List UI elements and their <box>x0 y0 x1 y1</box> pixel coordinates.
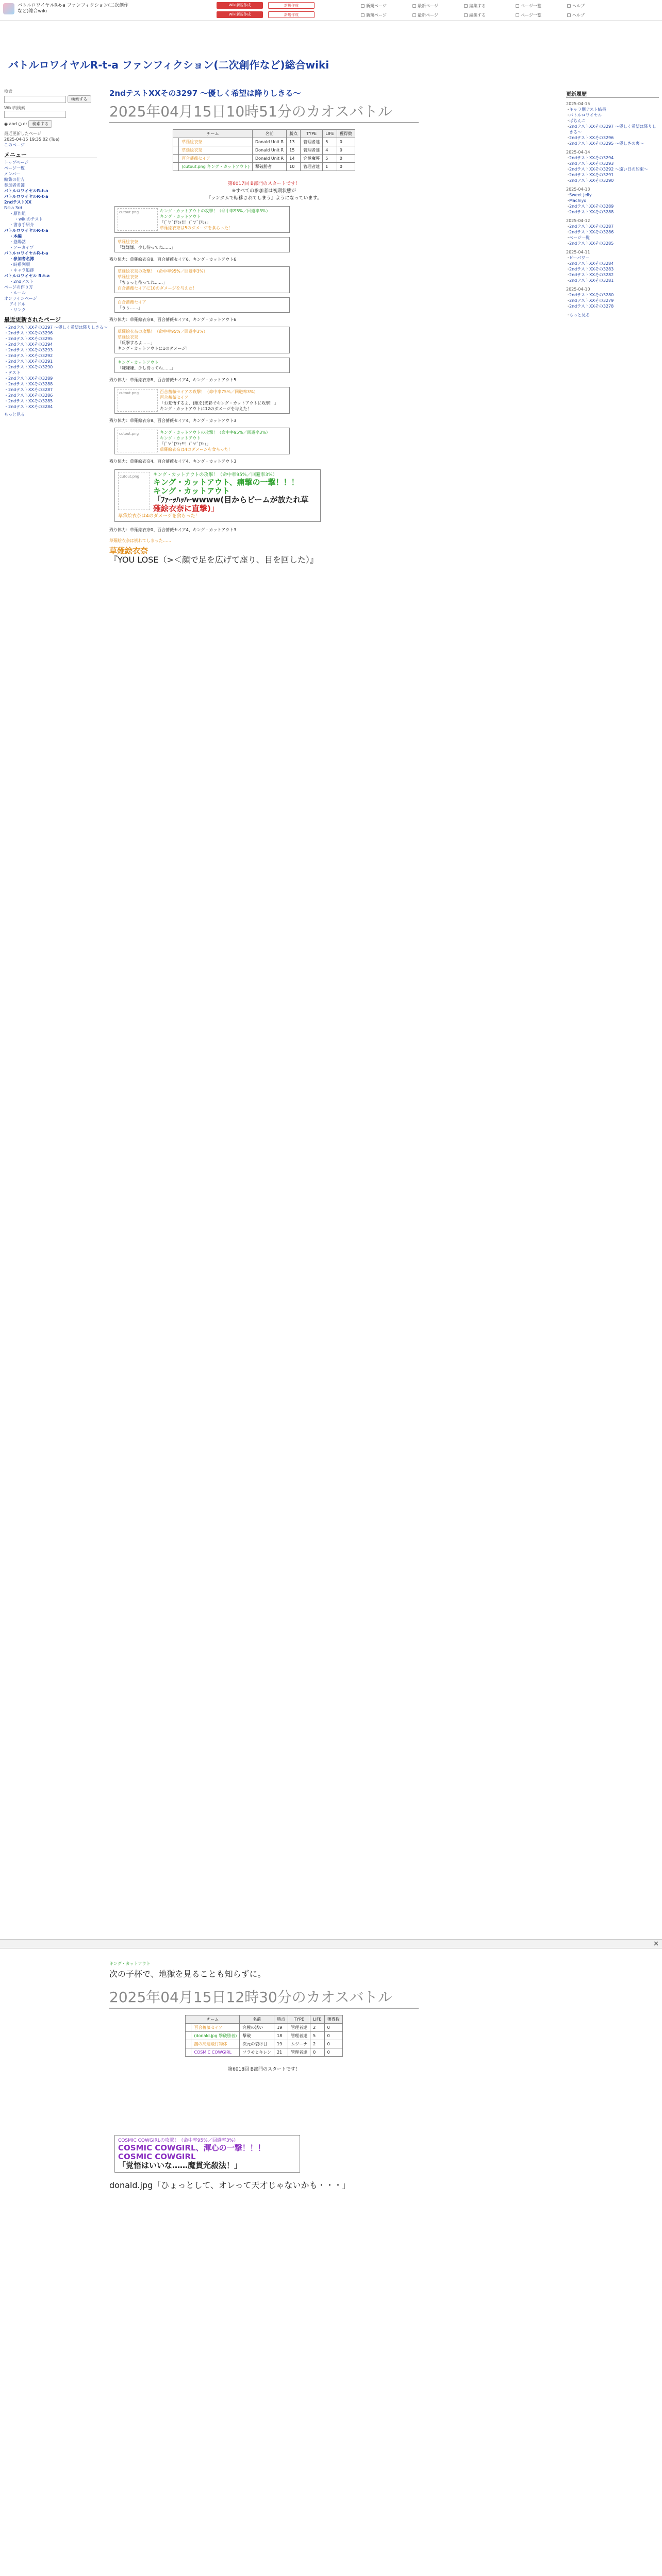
big-attack-box: cutout.png キング・カットアウトの攻撃！（命中率95%／回避率3%） キング・カットアウト、痛撃の一撃！！！ キング・カットアウト 「ﾌｧｰｯﾊｯﾊｰwwww(目からビームが放たれ草 薙絵衣奈に直撃)」 草薙絵衣奈は4のダメージを食らった！ <box>114 469 321 522</box>
history-item[interactable]: ・ 2ndテストXXその3293 <box>566 161 659 166</box>
recent-item-7[interactable]: ・2ndテストXXその3290 <box>4 365 53 369</box>
history-date: 2025-04-12 <box>566 218 590 223</box>
battle-message: cutout.png キング・カットアウトの攻撃！（命中率95%／回避率3%） キング・カットアウト 「(ﾟ∀ﾟ)ｱﾋｬ!!！(ﾟ∀ﾟ)ｱﾋｬ」 草薙絵衣奈は5のダメージを食らった！ <box>114 206 290 233</box>
create-wiki-button[interactable]: Wiki新規作成 <box>217 2 263 9</box>
history-item[interactable]: ・ バトルロワイヤル <box>566 112 659 118</box>
participant-table-1 <box>173 129 355 171</box>
search-input[interactable] <box>4 96 66 103</box>
recent-item-12[interactable]: ・2ndテストXXその3286 <box>4 393 53 398</box>
battle-log-1 <box>109 206 419 464</box>
character-image: cutout.png <box>118 389 158 412</box>
right-sidebar <box>566 92 659 318</box>
hp-line: 残り体力：草薙絵衣奈8、百合薔薇セイア4、キング・カットアウト3 <box>109 418 237 423</box>
history-title: 更新履歴 <box>566 92 659 98</box>
recent-list <box>4 325 108 410</box>
menu-item-12[interactable]: バトルロワイヤルR-t-a <box>4 228 48 233</box>
history-item[interactable]: ・ 2ndテストXXその3292 ～遠い日の約束～ <box>566 166 659 172</box>
section-title-2: 2025年04月15日12時30分のカオスバトル <box>109 1986 419 2009</box>
radio-or[interactable]: ○ <box>18 122 23 126</box>
menu-item-7[interactable]: 2ndテストXX <box>4 200 32 205</box>
recent-item-3[interactable]: ・2ndテストXXその3294 <box>4 342 53 347</box>
this-page-link[interactable]: このページ <box>4 143 25 147</box>
page-heading: 2ndテストXXその3297 ～優しく希望は降りしきる～ <box>109 89 301 98</box>
table-row: 草薙絵衣奈 Donald Unit R 13 管理者達 5 0 <box>173 138 355 146</box>
table-row: 百合薔薇セイア Donald Unit R 14 究極魔導 5 0 <box>173 155 355 163</box>
recent-item-10[interactable]: ・2ndテストXXその3288 <box>4 382 53 386</box>
history-item[interactable]: ・ 2ndテストXXその3295 ～優しさの裏～ <box>566 141 659 146</box>
top-link-2[interactable]: 編集する <box>464 3 486 9</box>
recent-update-label: 最近更新したページ <box>4 131 41 136</box>
history-item[interactable]: ・ 2ndテストXXその3283 <box>566 266 659 272</box>
menu-item-4[interactable]: 参加者名簿 <box>4 183 25 188</box>
top-link-2-4[interactable]: ヘルプ <box>567 12 585 18</box>
history-item[interactable]: ・ 2ndテストXXその3290 <box>566 178 659 183</box>
table-header: チーム <box>186 2015 240 2024</box>
more-link[interactable]: もっと見る <box>4 412 25 417</box>
history-date: 2025-04-11 <box>566 250 590 255</box>
main-content <box>109 88 419 570</box>
recent-item-9[interactable]: ・2ndテストXXその3289 <box>4 376 53 381</box>
history-item[interactable]: ・ ぱちんこ <box>566 118 659 124</box>
top-link-1[interactable]: 最新ページ <box>412 3 438 9</box>
top-link-2-0[interactable]: 新規ページ <box>361 12 387 18</box>
menu-item-0[interactable]: トップページ <box>4 160 29 165</box>
menu-item-19[interactable]: ・キャラ追跡 <box>9 268 34 273</box>
search-options: ◉ and ○ or 検索する <box>4 119 97 128</box>
top-bar <box>0 0 662 21</box>
recent-item-6[interactable]: ・2ndテストXXその3291 <box>4 359 53 364</box>
hp-line: 残り体力：草薙絵衣奈0、百合薔薇セイア4、キング・カットアウト3 <box>109 528 237 532</box>
table-header: 勝点 <box>287 130 301 138</box>
hp-line: 残り体力：草薙絵衣奈8、百合薔薇セイア6、キング・カットアウト6 <box>109 257 237 262</box>
history-date: 2025-04-14 <box>566 150 590 155</box>
updated-at: 2025-04-15 19:35:02 (Tue) <box>4 137 60 142</box>
participant-table-2 <box>185 2015 342 2057</box>
recent-item-8[interactable]: ・テスト <box>4 370 21 375</box>
table-row: 謎の高速飛行物体 次元の裂け目 19 ムジーナ 2 0 <box>186 2040 342 2048</box>
history-item[interactable]: ・ Sweet Jelly <box>566 192 659 198</box>
history-item[interactable]: ・ 2ndテストXXその3280 <box>566 292 659 298</box>
menu-item-17[interactable]: ・参加者名簿 <box>9 257 34 261</box>
recent-item-0[interactable]: ・2ndテストXXその3297 ～優しく希望は降りしきる～ <box>4 325 108 330</box>
menu-item-15[interactable]: ・アーカイブ <box>9 245 34 250</box>
top-link-4[interactable]: ヘルプ <box>567 3 585 9</box>
wiki-search-label: Wiki内検索 <box>4 106 25 110</box>
menu-item-18[interactable]: ・時系列順 <box>9 262 30 267</box>
cosmic-attack-box: COSMIC COWGIRLの攻撃！（命中率95%／回避率3%） COSMIC COWGIRL、渾心の一撃！！！ COSMIC COWGIRL 「覚悟はいいな……魔貫光殺法！」 <box>114 2135 300 2173</box>
wiki-search-input[interactable] <box>4 111 66 118</box>
menu-item-20[interactable]: バトルロワイヤル R-t-a <box>4 274 50 278</box>
menu-item-8[interactable]: R-t-a 3rd <box>4 206 22 210</box>
cutout-image: cutout.png <box>118 472 150 510</box>
table-row: (donald.jpg 撃破勝者) 撃破 18 管理者達 5 0 <box>186 2032 342 2040</box>
table-header: LIFE <box>310 2015 324 2024</box>
character-image: cutout.png <box>118 430 158 452</box>
history-item[interactable]: ・ 2ndテストXXその3285 <box>566 241 659 246</box>
history-item[interactable]: ・ 2ndテストXXその3284 <box>566 261 659 266</box>
table-header: 勝点 <box>274 2015 288 2024</box>
menu-item-1[interactable]: ページ一覧 <box>4 166 25 171</box>
main-content-lower <box>109 1958 419 2198</box>
wiki-search-button[interactable]: 検索する <box>28 120 52 128</box>
menu-item-26[interactable]: ・リンク <box>9 308 26 312</box>
top-link-3[interactable]: ページ一覧 <box>516 3 541 9</box>
search-button[interactable]: 検索する <box>68 95 91 103</box>
recent-item-1[interactable]: ・2ndテストXXその3296 <box>4 331 53 335</box>
history-list <box>566 101 659 309</box>
battle-intro-1: 第6017回 B部門のスタートです！ ※すべての参加者は初期状態が 『ランダムで転移されてしまう』ようになっています。 <box>206 181 322 201</box>
menu-item-9[interactable]: ・原作組 <box>9 211 26 216</box>
menu-item-14[interactable]: ・登場話 <box>9 240 26 244</box>
battle-message: cutout.png キング・カットアウトの攻撃！（命中率95%／回避率3%） キング・カットアウト 「(ﾟ∀ﾟ)ｱﾋｬ!!！(ﾟ∀ﾟ)ｱﾋｬ」 草薙絵衣奈は4のダメージを食らった！ <box>114 428 290 454</box>
recent-item-11[interactable]: ・2ndテストXXその3287 <box>4 387 53 392</box>
top-link-0[interactable]: 新規ページ <box>361 3 387 9</box>
recent-item-4[interactable]: ・2ndテストXXその3293 <box>4 348 53 352</box>
site-logo[interactable] <box>3 3 14 14</box>
history-item[interactable]: ・ 2ndテストXXその3294 <box>566 155 659 161</box>
table-row: 草薙絵衣奈 Donald Unit R 15 管理者達 4 0 <box>173 146 355 155</box>
left-sidebar <box>4 87 108 417</box>
top-link-2-3[interactable]: ページ一覧 <box>516 12 541 18</box>
character-image: cutout.png <box>118 208 158 231</box>
table-header: 名前 <box>252 130 286 138</box>
top-link-2-1[interactable]: 最新ページ <box>412 12 438 18</box>
menu-title: メニュー <box>4 152 97 158</box>
recent-item-14[interactable]: ・2ndテストXXその3284 <box>4 404 53 409</box>
history-item[interactable]: ・ ページ一覧 <box>566 235 659 241</box>
history-item[interactable]: ・ 2ndテストXXその3281 <box>566 278 659 283</box>
wiki-title[interactable]: バトルロワイヤルR-t-a ファンフィクション(二次創作など)総合wiki <box>8 59 329 71</box>
menu-item-3[interactable]: 編集の仕方 <box>4 177 25 182</box>
menu-list <box>4 160 97 313</box>
menu-item-5[interactable]: バトルロワイヤルR-t-a <box>4 189 48 193</box>
history-item[interactable]: ・ 2ndテストXXその3287 <box>566 224 659 229</box>
defeat-block: 草薙絵衣奈は倒れてしまった…… 草薙絵衣奈 『YOU LOSE（>＜顔で足を広げて座り、目を回した）』 <box>109 538 318 565</box>
history-item[interactable]: ・ 2ndテストXXその3278 <box>566 303 659 309</box>
close-icon[interactable]: ✕ <box>653 1940 659 1948</box>
hp-line: 残り体力：草薙絵衣奈8、百合薔薇セイア4、キング・カットアウト6 <box>109 317 237 322</box>
history-item[interactable]: ・ キャラ別テスト結果 <box>566 107 659 112</box>
donald-line: donald.jpg「ひょっとして、オレって天才じゃないかも・・・」 <box>109 2180 351 2190</box>
site-name[interactable]: バトルロワイヤルR-t-a ファンフィクション(二次創作 など)総合wiki <box>18 3 129 14</box>
table-header: TYPE <box>301 130 323 138</box>
section-title-1: 2025年04月15日10時51分のカオスバトル <box>109 100 419 123</box>
menu-item-16[interactable]: バトルロワイヤルR-t-a <box>4 251 48 256</box>
battle-message: 草薙絵衣奈 「嫌嫌嫌、少し待ってね……」 <box>114 237 290 252</box>
history-item[interactable]: ・ 2ndテストXXその3289 <box>566 204 659 209</box>
battle-message: cutout.png 百合薔薇セイアの攻撃！（命中率75%／回避率3%） 百合薔薇セイア 「お覚悟するよ、(敵を)光彩でキング・カットアウトに攻撃！」 キング・カットアウトに12のダメージを与えた！ <box>114 387 290 414</box>
menu-item-2[interactable]: メンバー <box>4 172 21 176</box>
history-item[interactable]: ・ 2ndテストXXその3286 <box>566 229 659 235</box>
recent-title: 最近更新されたページ <box>4 317 97 323</box>
battle-message: 草薙絵衣奈の攻撃！（命中率95%／回避率3%） 草薙絵衣奈 「ちょっと待ってね……」 百合薔薇セイアに10のダメージを与えた！ <box>114 266 290 293</box>
recent-item-2[interactable]: ・2ndテストXXその3295 <box>4 336 53 341</box>
history-item[interactable]: ・ 2ndテストXXその3291 <box>566 172 659 178</box>
new-page-button-2[interactable]: 新規作成 <box>268 11 315 18</box>
history-item[interactable]: ・ Machiyo <box>566 198 659 204</box>
history-item[interactable]: ・ 2ndテストXXその3282 <box>566 272 659 278</box>
history-more-link[interactable]: ・ もっと見る <box>566 312 659 318</box>
menu-item-10[interactable]: ・wikiのテスト <box>14 217 43 222</box>
table-row: 百合薔薇セイア 究極の誘い 19 管理者達 2 0 <box>186 2024 342 2032</box>
history-date: 2025-04-13 <box>566 187 590 192</box>
menu-item-11[interactable]: ・書き手紹介 <box>9 223 34 227</box>
table-row: (cutout.png キング・カットアウト) 撃破勝者 10 管理者達 1 0 <box>173 163 355 171</box>
create-wiki-button-2[interactable]: Wiki新規作成 <box>217 11 263 18</box>
history-item[interactable]: ・ 2ndテストXXその3297 ～優しく希望は降りしきる～ <box>566 124 659 135</box>
history-date: 2025-04-15 <box>566 101 590 106</box>
menu-item-24[interactable]: オンラインページ <box>4 296 37 301</box>
battle-message: 草薙絵衣奈の攻撃！（命中率95%／回避率3%） 草薙絵衣奈 「反撃するよ……」 キング・カットアウトに1のダメージ！ <box>114 327 290 353</box>
table-header: LIFE <box>323 130 337 138</box>
table-header: 獲得数 <box>324 2015 342 2024</box>
menu-item-22[interactable]: ページの作り方 <box>4 285 33 290</box>
menu-item-21[interactable]: ・2ndテスト <box>9 279 34 284</box>
top-link-2-2[interactable]: 編集する <box>464 12 486 18</box>
recent-item-5[interactable]: ・2ndテストXXその3292 <box>4 353 53 358</box>
table-row: COSMIC COWGIRL ソラモヒキレン 21 管理者達 0 0 <box>186 2048 342 2057</box>
history-item[interactable]: ・ 2ndテストXXその3288 <box>566 209 659 215</box>
hp-line: 残り体力：草薙絵衣奈8、百合薔薇セイア4、キング・カットアウト5 <box>109 378 237 382</box>
battle-message: 百合薔薇セイア 「うぅ……」 <box>114 297 290 313</box>
menu-item-13[interactable]: ・本編 <box>9 234 22 239</box>
overlay-ad-bar <box>0 1939 662 1948</box>
battle-message: キング・カットアウト 「嫌嫌嫌、少し待ってね……」 <box>114 358 290 373</box>
table-header: チーム <box>173 130 253 138</box>
hp-line: 残り体力：草薙絵衣奈4、百合薔薇セイア4、キング・カットアウト3 <box>109 459 237 464</box>
table-header: 名前 <box>240 2015 274 2024</box>
menu-item-23[interactable]: ・ルール <box>9 291 26 295</box>
radio-and[interactable]: ◉ <box>4 122 9 126</box>
menu-item-25[interactable]: アイドル <box>9 302 26 307</box>
battle-intro-2: 第6018回 B部門のスタートです！ <box>228 2067 300 2072</box>
closing-line: 次の子杯で、地獄を見ることも知らずに。 <box>109 1969 266 1979</box>
history-item[interactable]: ・ 2ndテストXXその3296 <box>566 135 659 141</box>
table-header: TYPE <box>288 2015 310 2024</box>
history-item[interactable]: ・ 2ndテストXXその3279 <box>566 298 659 303</box>
menu-item-6[interactable]: バトルロワイヤルR-t-a <box>4 194 48 199</box>
table-header: 獲得数 <box>337 130 355 138</box>
history-item[interactable]: ・ ピーパワー <box>566 255 659 261</box>
search-label: 検索 <box>4 89 12 94</box>
lower-note: キング・カットアウト <box>109 1961 151 1966</box>
new-page-button[interactable]: 新規作成 <box>268 2 315 9</box>
recent-item-13[interactable]: ・2ndテストXXその3285 <box>4 399 53 403</box>
history-date: 2025-04-10 <box>566 287 590 292</box>
